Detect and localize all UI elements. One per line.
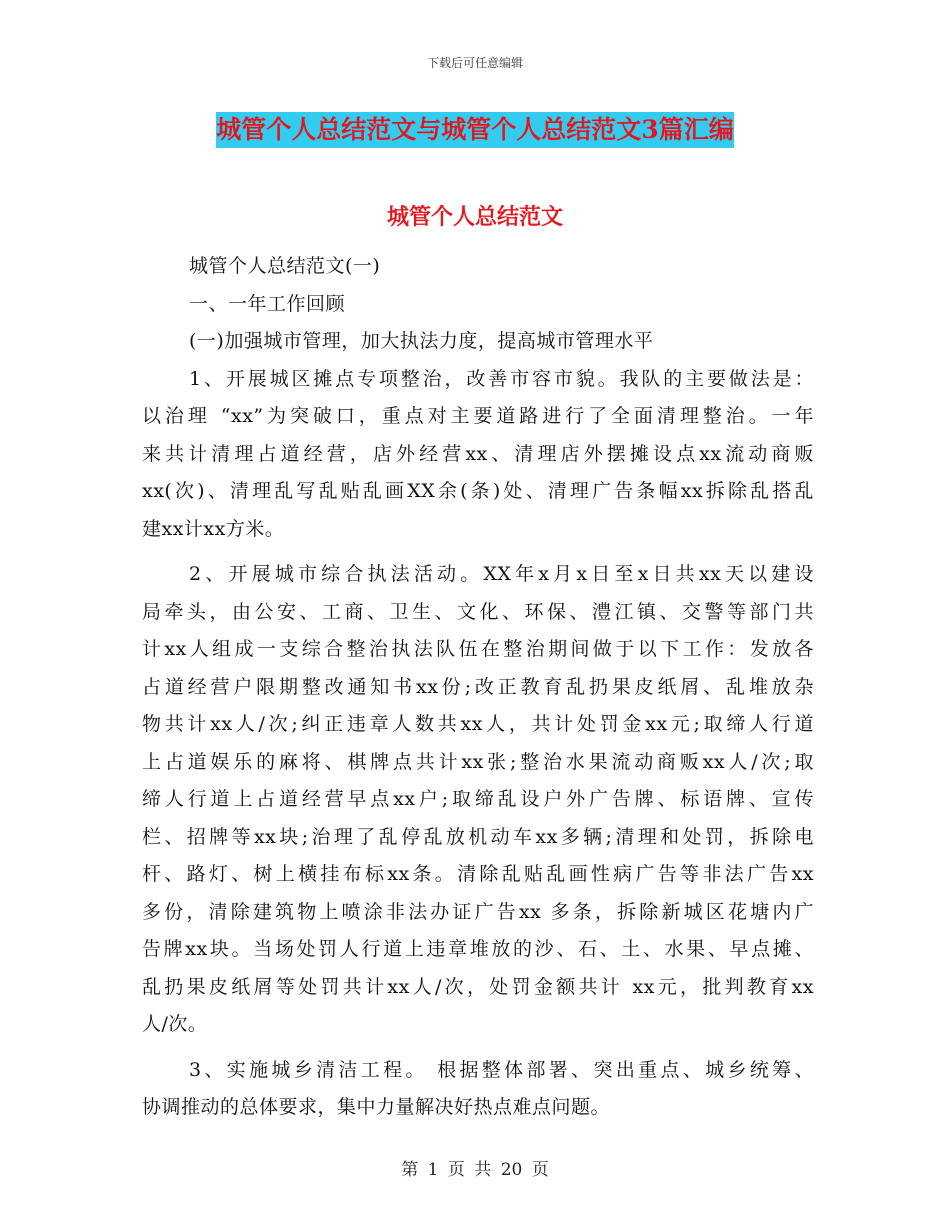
main-title-wrap [0, 112, 950, 148]
text-line: 2、开展城市综合执法活动。XX年x月x日至x日共xx天以建设 [189, 563, 814, 585]
text-line: 人/次。 [142, 1013, 208, 1035]
text-line: 告牌xx块。当场处罚人行道上违章堆放的沙、石、土、水果、早点摊、 [142, 938, 814, 960]
text-line: xx(次)、清理乱写乱贴乱画XX余(条)处、清理广告条幅xx拆除乱搭乱 [142, 480, 814, 502]
text-line: 建xx计xx方米。 [142, 517, 285, 540]
text-line: 计xx人组成一支综合整治执法队伍在整治期间做于以下工作：发放各 [142, 638, 814, 660]
header-note: 下载后可任意编辑 [426, 56, 523, 70]
text-line: 缔人行道上占道经营早点xx户;取缔乱设户外广告牌、标语牌、宣传 [142, 788, 814, 810]
text-line: 1、开展城区摊点专项整治，改善市容市貌。我队的主要做法是： [189, 367, 814, 390]
section-title: 城管个人总结范文 [386, 204, 563, 230]
text-line: 多份，清除建筑物上喷涂非法办证广告xx 多条，拆除新城区花塘内广 [142, 900, 814, 923]
text-line: 3、实施城乡清洁工程。 根据整体部署、突出重点、城乡统筹、 [189, 1058, 814, 1081]
main-title: 城管个人总结范文与城管个人总结范文3篇汇编 [216, 112, 733, 148]
page-footer: 第 1 页 共 20 页 [401, 1160, 549, 1180]
paragraph-gap [142, 548, 814, 556]
paragraph-heading: (一)加强城市管理，加大执法力度，提高城市管理水平 [189, 330, 654, 352]
text-line: 来共计清理占道经营，店外经营xx、清理店外摆摊设点xx流动商贩 [142, 442, 814, 465]
paragraph-heading: 一、一年工作回顾 [189, 292, 346, 315]
text-line: 上占道娱乐的麻将、棋牌点共计xx张;整治水果流动商贩xx人/次;取 [142, 750, 814, 773]
text-line: 栏、招牌等xx块;治理了乱停乱放机动车xx多辆;清理和处罚，拆除电 [142, 825, 814, 848]
text-line: 物共计xx人/次;纠正违章人数共xx人，共计处罚金xx元;取缔人行道 [142, 713, 814, 735]
text-line: 局牵头，由公安、工商、卫生、文化、环保、澧江镇、交警等部门共 [142, 600, 814, 623]
text-line: 协调推动的总体要求，集中力量解决好热点难点问题。 [142, 1096, 611, 1118]
text-line: 乱扔果皮纸屑等处罚共计xx人/次，处罚金额共计 xx元，批判教育xx [142, 975, 814, 998]
text-line: 占道经营户限期整改通知书xx份;改正教育乱扔果皮纸屑、乱堆放杂 [142, 675, 814, 698]
body-text [142, 248, 814, 1127]
paragraph-heading: 城管个人总结范文(一) [189, 255, 381, 277]
text-line: 杆、路灯、树上横挂布标xx条。清除乱贴乱画性病广告等非法广告xx [142, 863, 814, 885]
text-line: 以治理 “xx”为突破口，重点对主要道路进行了全面清理整治。一年 [142, 405, 814, 427]
paragraph-gap [142, 1044, 814, 1052]
